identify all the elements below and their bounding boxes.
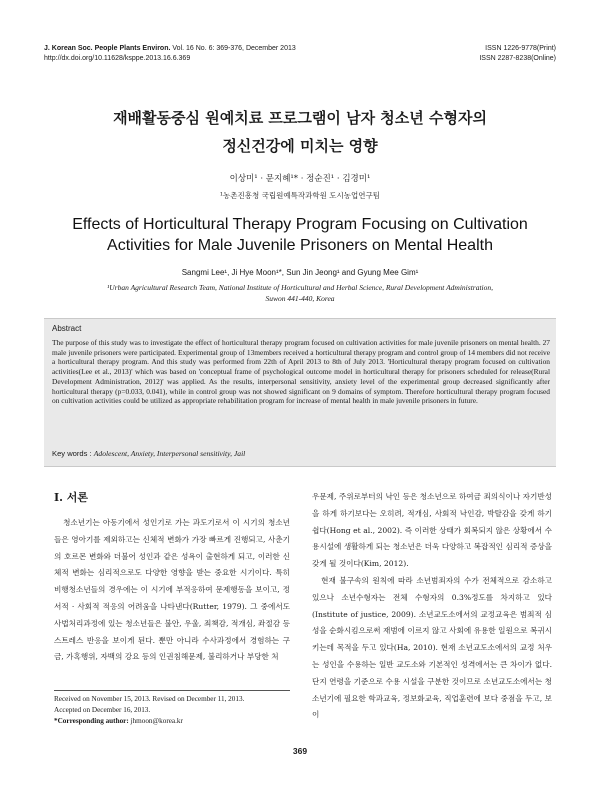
- english-affiliation-line2: Suwon 441-440, Korea: [265, 294, 335, 303]
- corresponding-label: *Corresponding author:: [54, 717, 129, 725]
- section-title-introduction: Ⅰ. 서론: [54, 491, 89, 504]
- korean-authors: 이상미¹ · 문지혜¹* · 정순진¹ · 김경미¹: [229, 174, 371, 184]
- journal-volume: Vol. 16 No. 6: 369-376, December 2013: [172, 45, 296, 52]
- corresponding-author: [54, 716, 294, 727]
- keywords-list: Adolescent, Anxiety, Interpersonal sensitivity, Jail: [93, 449, 246, 458]
- received-date: Received on November 15, 2013. Revised on December 11, 2013.: [54, 695, 245, 703]
- body-column-left: [54, 515, 290, 666]
- korean-title: [40, 104, 560, 160]
- english-affiliation: [70, 282, 530, 304]
- english-authors: Sangmi Lee¹, Ji Hye Moon¹*, Sun Jin Jeong¹ and Gyung Mee Gim¹: [181, 268, 419, 277]
- intro-paragraph-1-continued: 우문제, 주위로부터의 낙인 등은 청소년으로 하여금 죄의식이나 자기반성을 하게 하기보다는 오히려, 적개심, 사회적 낙인감, 박탈감을 갖게 하기 쉽다(Hong et al., 2002). 즉 이러한 상태가 회복되지 않은 상황에서 수용시설에 생활하게 되는 청소년은 더욱 다양하고 복잡적인 심리적 증상을 갖게 될 것이다(Kim, 2012).: [312, 492, 552, 569]
- korean-affiliation: ¹농촌진흥청 국립원예특작과학원 도시농업연구팀: [220, 191, 380, 200]
- korean-title-line1: 재배활동중심 원예치료 프로그램이 남자 청소년 수형자의: [113, 109, 487, 127]
- intro-paragraph-2: 현재 불구속의 원칙에 따라 소년범죄자의 수가 전체적으로 감소하고 있으나 소년수형자는 전체 수형자의 0.3%정도를 차지하고 있다(Institute of justice, 2009). 소년교도소에서의 교정교육은 범죄적 심성을 순화시킴으로써 재범에 이르지 않고 사회에 유용한 일원으로 복귀시키는데 목적을 두고 있다(Ha, 2010). 현재 소년교도소에서의 교정 처우는 성인을 수용하는 일반 교도소와 기본적인 성격에서는 큰 차이가 없다. 단지 연령을 기준으로 수용 시설을 구분한 것이므로 소년교도소에서는 청소년기에 필요한 학과교육, 정보화교육, 직업훈련에 보다 중점을 두고, 보이: [312, 575, 552, 720]
- body-column-right: [312, 489, 552, 724]
- corresponding-email[interactable]: jhmoon@korea.kr: [130, 717, 183, 725]
- journal-name: J. Korean Soc. People Plants Environ.: [44, 45, 171, 52]
- accepted-date: Accepted on December 16, 2013.: [54, 706, 151, 714]
- english-affiliation-line1: ¹Urban Agricultural Research Team, National Institute of Horticultural and Herbal Science, Rural Development Administration,: [107, 283, 493, 292]
- issn-online: ISSN 2287-8238(Online): [479, 55, 556, 62]
- abstract-text: The purpose of this study was to investigate the effect of horticultural therapy program focused on cultivation activities for male juvenile prisoners on mental health. 27 male juvenile prisoners were participated. Experimental group of 13members received a horticultural therapy program and control group of 14 members did not receive a horticultural therapy program. And this study was performed from 22th of April 2013 to 8th of July 2013. 'Horticultural therapy program focused on cultivation activities(Lee et al., 2013)' which was based on 'conceptual frame of psychological outcome model in horticultural therapy for prisoners scheduled for release(Rural Development Administration, 2012)' was applied. As the results, interpersonal sensitivity, anxiety level of the experimental group decreased significantly after horticultural therapy (p=0.033, 0.041), while in control group was not showed significant on 9 domains of symptom. Therefore horticultural therapy program focused on cultivation activities could be utilized as appropriate rehabilitation program for increase of mental health in male juvenile prisoners in future.: [52, 338, 550, 406]
- english-title-line1: Effects of Horticultural Therapy Program Focusing on Cultivation: [72, 216, 528, 233]
- keywords-label: Key words :: [52, 449, 92, 458]
- issn-print: ISSN 1226-9778(Print): [485, 45, 556, 52]
- english-title: [30, 214, 570, 256]
- abstract-box: [44, 318, 556, 467]
- korean-title-line2: 정신건강에 미치는 영향: [222, 137, 378, 155]
- footnote-divider: [54, 690, 290, 691]
- keywords: [52, 449, 245, 458]
- abstract-heading: Abstract: [52, 324, 82, 333]
- doi-link[interactable]: http://dx.doi.org/10.11628/ksppe.2013.16.6.369: [44, 55, 191, 62]
- intro-paragraph-1: 청소년기는 아동기에서 성인기로 가는 과도기로서 이 시기의 청소년들은 영아기를 제외하고는 신체적 변화가 가장 빠르게 진행되고, 사춘기의 호르몬 변화와 더불어 성인과 같은 성욕이 출현하게 되고, 이러한 신체적 변화는 심리적으로도 다양한 영향을 받는 중요한 시기이다. 특히 비행청소년들의 경우에는 이 시기에 부적응하여 문제행동을 보이고, 정서적 · 사회적 적응의 어려움을 나타낸다(Rutter, 1979). 그 중에서도 사법처리과정에 있는 청소년들은 불안, 우울, 죄책감, 적개심, 좌절감 등 스트레스 반응을 보이게 된다. 뿐만 아니라 수사과정에서 경험하는 구금, 가혹행위, 자백의 강요 등의 인권침해문제, 불리하거나 부당한 처: [54, 518, 290, 662]
- footnote: [54, 694, 294, 727]
- issn-block: [479, 44, 556, 64]
- page-number: 369: [292, 746, 308, 756]
- journal-citation: [44, 44, 296, 64]
- english-title-line2: Activities for Male Juvenile Prisoners on Mental Health: [107, 237, 493, 254]
